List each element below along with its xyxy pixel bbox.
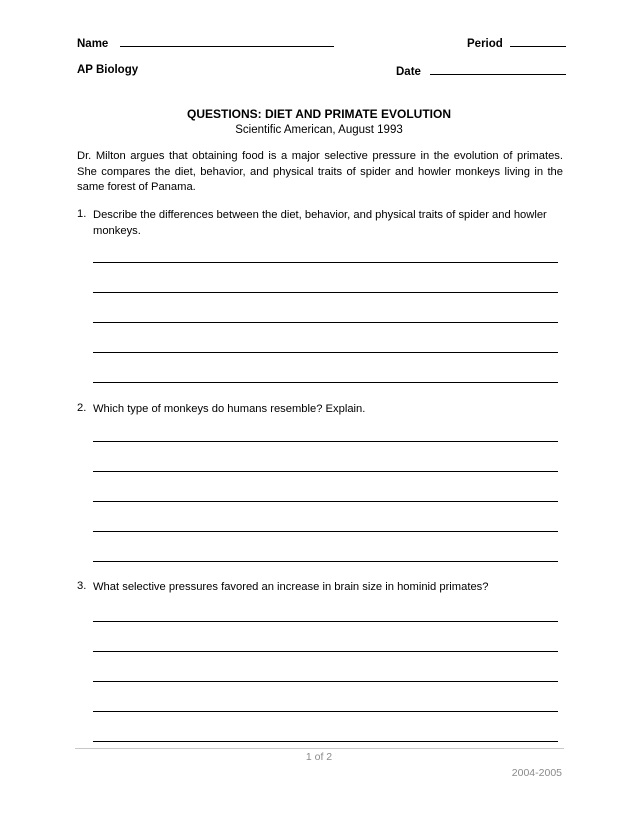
date-blank[interactable] <box>430 64 566 75</box>
intro-paragraph: Dr. Milton argues that obtaining food is a major selective pressure in the evolution of primates. She compares the diet, behavior, and physical traits of spider and howler monkeys living in the same forest of Panama. <box>77 150 563 193</box>
question-1-answer-line[interactable] <box>93 382 558 383</box>
page-title: QUESTIONS: DIET AND PRIMATE EVOLUTION <box>186 107 451 121</box>
question-1-number: 1. <box>77 208 87 220</box>
question-2-answer-line[interactable] <box>93 441 558 442</box>
question-1-answer-line[interactable] <box>93 352 558 353</box>
question-3-answer-line[interactable] <box>93 651 558 652</box>
question-3-answer-line[interactable] <box>93 711 558 712</box>
question-3-answer-line[interactable] <box>93 621 558 622</box>
question-1-answer-line[interactable] <box>93 322 558 323</box>
date-field[interactable] <box>396 64 566 78</box>
question-2-answer-line[interactable] <box>93 561 558 562</box>
page-number: 1 of 2 <box>305 751 333 763</box>
school-year: 2004-2005 <box>511 767 562 779</box>
question-2-number: 2. <box>77 402 87 414</box>
name-field[interactable] <box>77 36 334 50</box>
source-citation: Scientific American, August 1993 <box>235 124 403 136</box>
name-label: Name <box>77 38 109 50</box>
question-3-text: What selective pressures favored an increase in brain size in hominid primates? <box>93 581 489 593</box>
question-3-answer-line[interactable] <box>93 681 558 682</box>
period-blank[interactable] <box>510 36 566 47</box>
question-2-text: Which type of monkeys do humans resemble? Explain. <box>93 403 366 415</box>
period-label: Period <box>467 38 503 50</box>
question-2-answer-line[interactable] <box>93 531 558 532</box>
question-3-number: 3. <box>77 580 87 592</box>
name-blank[interactable] <box>120 36 334 47</box>
question-1-text: Describe the differences between the diet, behavior, and physical traits of spider and howler monkeys. <box>93 209 547 237</box>
date-label: Date <box>396 66 421 78</box>
footer-divider <box>75 748 564 749</box>
question-1-answer-line[interactable] <box>93 262 558 263</box>
course-label: AP Biology <box>77 64 139 76</box>
question-3-answer-line[interactable] <box>93 741 558 742</box>
question-2-answer-line[interactable] <box>93 471 558 472</box>
period-field[interactable] <box>467 36 566 50</box>
question-2-answer-line[interactable] <box>93 501 558 502</box>
question-1-answer-line[interactable] <box>93 292 558 293</box>
